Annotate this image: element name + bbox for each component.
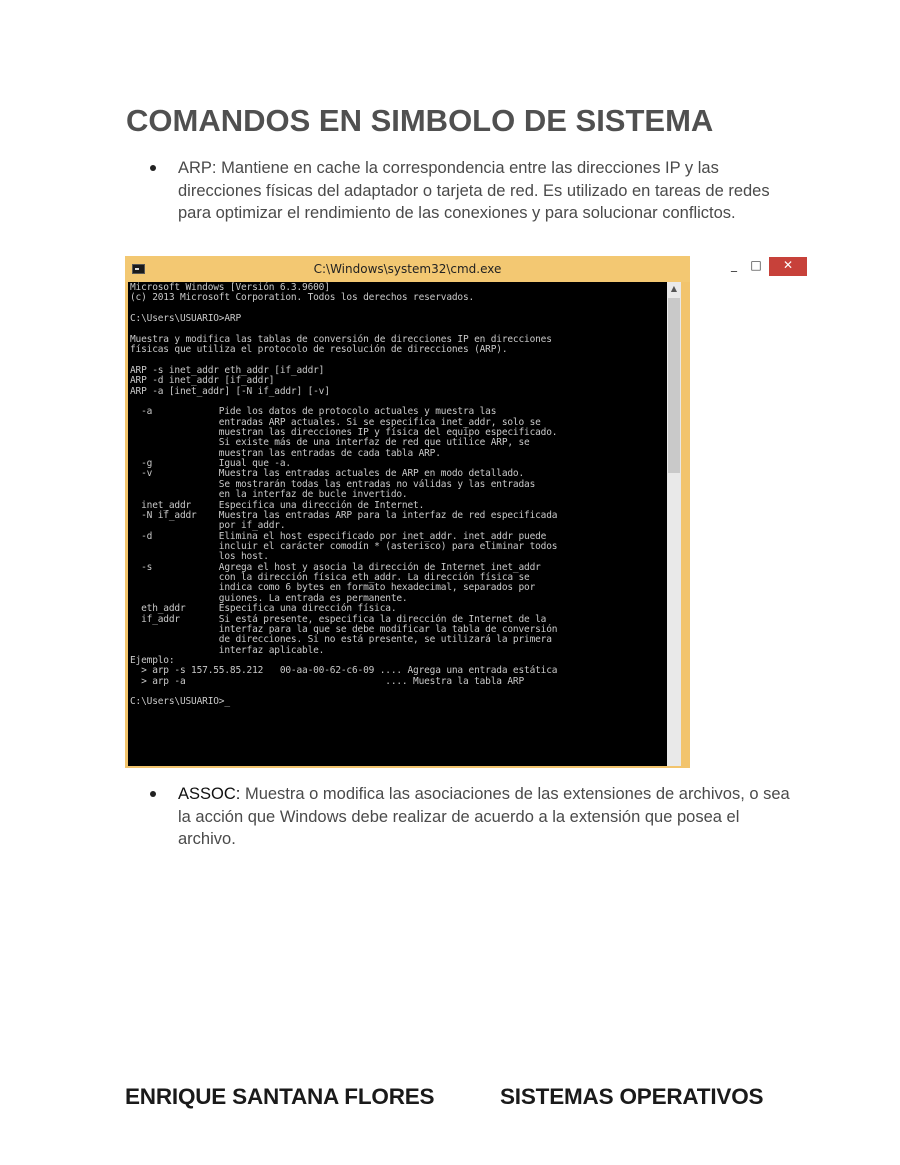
maximize-button[interactable]: □ [750,258,762,272]
assoc-term: ASSOC: [178,785,241,803]
cmd-window-title: C:\Windows\system32\cmd.exe [313,262,502,276]
bullet-dot [150,791,156,797]
close-button[interactable]: ✕ [769,257,807,276]
list-item-assoc [150,783,790,851]
footer-course: SISTEMAS OPERATIVOS [500,1084,764,1109]
bullet-dot [150,165,156,171]
vertical-scrollbar[interactable] [667,282,681,766]
footer-author: ENRIQUE SANTANA FLORES [125,1084,435,1109]
list-item-arp [150,157,790,225]
cmd-console[interactable] [128,282,667,766]
scroll-up-arrow-icon[interactable]: ▲ [670,284,678,293]
cmd-window-screenshot [125,256,794,768]
cmd-output-text: Microsoft Windows [Versión 6.3.9600] (c) 2013 Microsoft Corporation. Todos los derechos reservados. C:\Users\USUARIO>ARP Muestra y modifica las tablas de conversión de direcciones IP en direcciones físicas que utiliza el protocolo de resolución de direcciones (ARP). ARP -s inet_addr eth_addr [if_addr] ARP -d inet_addr [if_addr] ARP -a [inet_addr] [-N if_addr] [-v] -a Pide los datos de protocolo actuales y muestra las entradas ARP actuales. Si se especifica inet_addr, solo se muestran las direcciones IP y física del equipo especificado. Si existe más de una interfaz de red que utilice ARP, se muestran las entradas de cada tabla ARP. -g Igual que -a. -v Muestra las entradas actuales de ARP en modo detallado. Se mostrarán todas las entradas no válidas y las entradas en la interfaz de bucle invertido. inet_addr Especifica una dirección de Internet. -N if_addr Muestra las entradas ARP para la interfaz de red especificada por if_addr. -d Elimina el host especificado por inet_addr. inet_addr puede incluir el carácter comodín * (asterisco) para eliminar todos los host. -s Agrega el host y asocia la dirección de Internet inet_addr con la dirección física eth_addr. La dirección física se indica como 6 bytes en formato hexadecimal, separados por guiones. La entrada es permanente. eth_addr Especifica una dirección física. if_addr Si está presente, especifica la dirección de Internet de la interfaz para la que se debe modificar la tabla de conversión de direcciones. Si no está presente, se utilizará la primera interfaz aplicable. Ejemplo: > arp -s 157.55.85.212 00-aa-00-62-c6-09 .... Agrega una entrada estática > arp -a .... Muestra la tabla ARP C:\Users\USUARIO>_ [130,282,558,708]
assoc-description [178,783,790,851]
cmd-titlebar [125,256,794,282]
page-title: COMANDOS EN SIMBOLO DE SISTEMA [126,103,714,138]
assoc-definition: Muestra o modifica las asociaciones de las extensiones de archivos, o sea la acción que Windows debe realizar de acuerdo a la extensión que posea el archivo. [178,785,790,848]
scrollbar-thumb[interactable] [668,298,680,473]
minimize-button[interactable]: _ [731,258,737,272]
arp-description: ARP: Mantiene en cache la correspondencia entre las direcciones IP y las direcciones físicas del adaptador o tarjeta de red. Es utilizado en tareas de redes para optimizar el rendimiento de las conexiones y para solucionar conflictos. [178,159,770,222]
